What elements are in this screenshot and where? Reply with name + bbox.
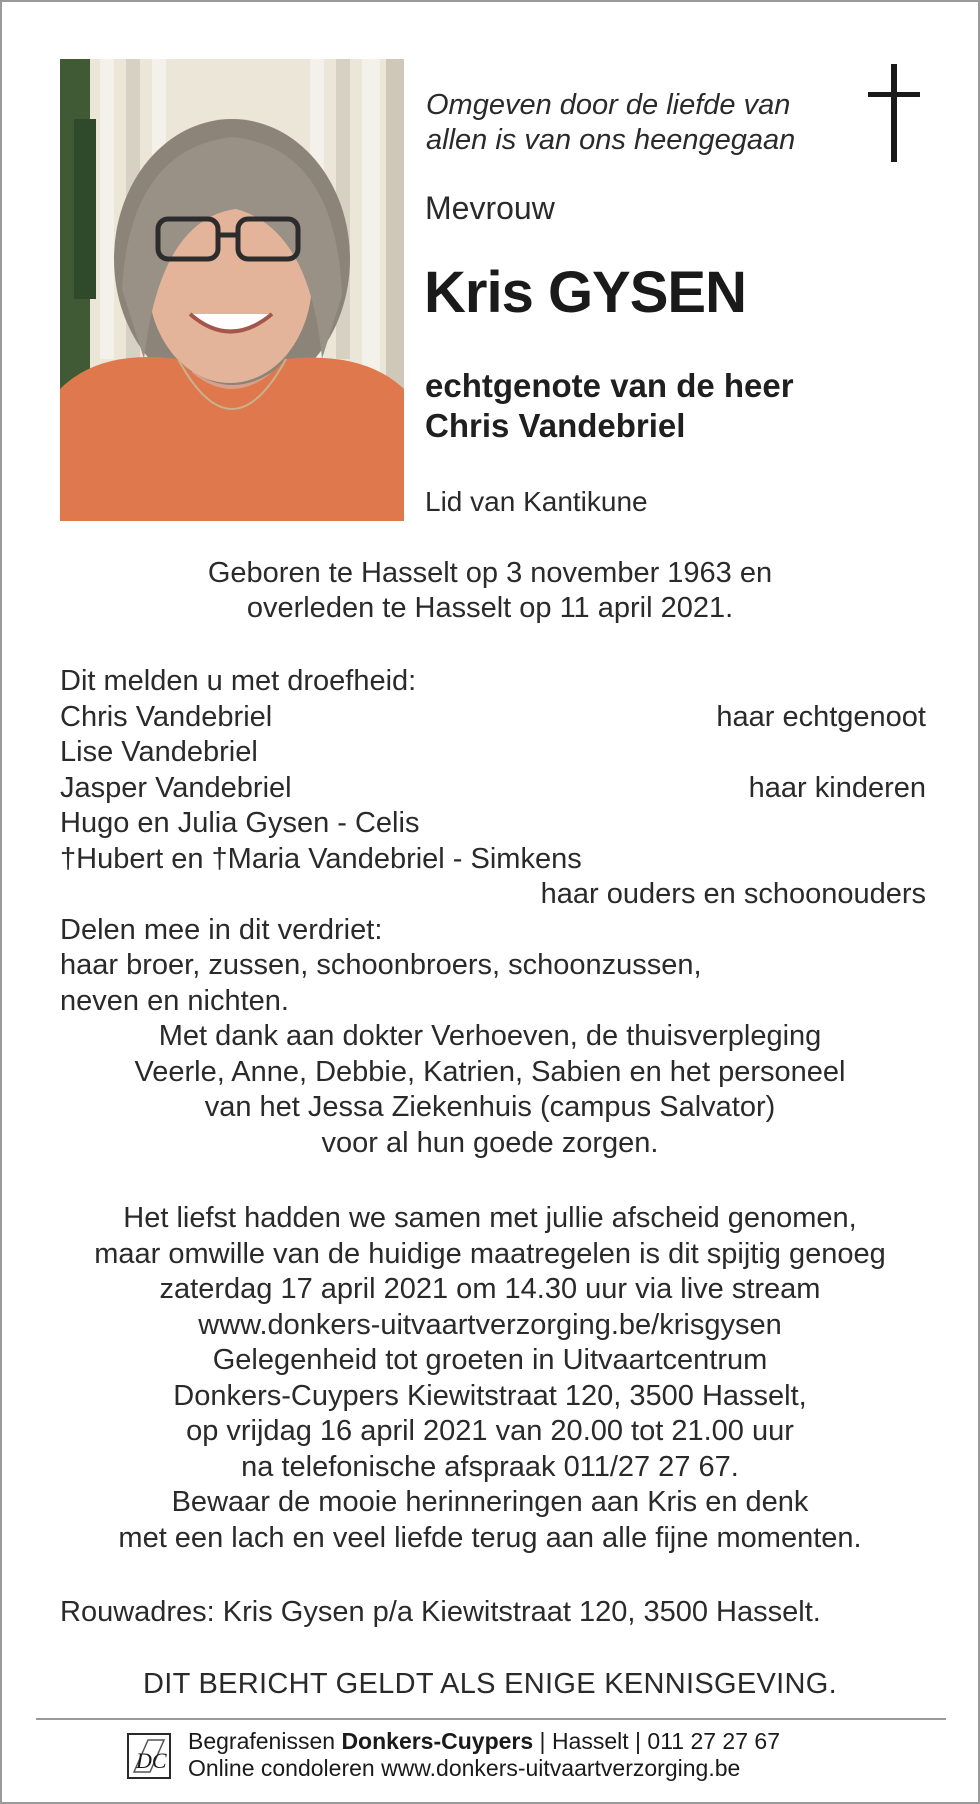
family-row bbox=[60, 913, 926, 949]
deceased-name: Kris GYSEN bbox=[424, 260, 746, 325]
company-name: Donkers-Cuypers bbox=[341, 1728, 534, 1754]
funeral-home-line: Begrafenissen Donkers-Cuypers | Hasselt | 011 27 27 67 bbox=[188, 1728, 780, 1754]
footer bbox=[126, 1728, 946, 1786]
spouse-line: echtgenote van de heer bbox=[425, 367, 794, 404]
thanks-line: van het Jessa Ziekenhuis (campus Salvator) bbox=[204, 1091, 776, 1123]
family-row bbox=[60, 877, 926, 913]
livestream-link[interactable]: www.donkers-uitvaartverzorging.be/krisgysen bbox=[198, 1308, 782, 1341]
family-member: Lise Vandebriel bbox=[60, 736, 258, 768]
intro-line: Omgeven door de liefde van bbox=[426, 89, 791, 121]
death-line: overleden te Hasselt op 11 april 2021. bbox=[246, 592, 734, 624]
spouse-info bbox=[425, 366, 794, 446]
family-row bbox=[60, 771, 926, 807]
honorific: Mevrouw bbox=[425, 190, 555, 226]
spouse-name: Chris Vandebriel bbox=[425, 407, 686, 444]
family-relation: haar ouders en schoonouders bbox=[540, 878, 926, 910]
intro-line: allen is van ons heengegaan bbox=[426, 124, 796, 156]
farewell-line: na telefonische afspraak 011/27 27 67. bbox=[241, 1450, 739, 1483]
farewell-line: op vrijdag 16 april 2021 van 20.00 tot 21.00 uur bbox=[186, 1415, 794, 1447]
svg-text:DC: DC bbox=[136, 1748, 167, 1773]
intro-text bbox=[426, 88, 846, 158]
family-row bbox=[60, 806, 926, 842]
family-member: Hugo en Julia Gysen - Celis bbox=[60, 807, 420, 839]
family-relation: haar echtgenoot bbox=[716, 700, 926, 733]
company-city: Hasselt bbox=[551, 1728, 629, 1754]
thanks-line: Veerle, Anne, Debbie, Katrien, Sabien en het personeel bbox=[134, 1055, 846, 1088]
footer-text bbox=[188, 1728, 780, 1782]
farewell-line: zaterdag 17 april 2021 om 14.30 uur via live stream bbox=[159, 1273, 821, 1305]
membership: Lid van Kantikune bbox=[425, 486, 648, 517]
family-member: Chris Vandebriel bbox=[60, 700, 273, 733]
family-row bbox=[60, 700, 926, 736]
family-member: haar broer, zussen, schoonbroers, schoonzussen, bbox=[60, 949, 702, 981]
birth-death-dates bbox=[2, 556, 978, 626]
farewell-line: met een lach en veel liefde terug aan alle fijne momenten. bbox=[118, 1521, 862, 1554]
birth-line: Geboren te Hasselt op 3 november 1963 en bbox=[207, 557, 773, 589]
family-row bbox=[60, 842, 926, 878]
notice-text: DIT BERICHT GELDT ALS ENIGE KENNISGEVING. bbox=[143, 1668, 837, 1700]
portrait-photo bbox=[60, 59, 404, 521]
farewell-line: Het liefst hadden we samen met jullie afscheid genomen, bbox=[123, 1202, 857, 1234]
farewell-line: Donkers-Cuypers Kiewitstraat 120, 3500 Hasselt, bbox=[173, 1379, 807, 1412]
family-row bbox=[60, 735, 926, 771]
mourning-address: Rouwadres: Kris Gysen p/a Kiewitstraat 120, 3500 Hasselt. bbox=[60, 1596, 821, 1628]
farewell-section bbox=[2, 1201, 978, 1556]
cross-icon bbox=[866, 64, 922, 162]
family-member: Jasper Vandebriel bbox=[60, 771, 292, 804]
announcement-heading: Dit melden u met droefheid: bbox=[60, 665, 417, 697]
farewell-line: Bewaar de mooie herinneringen aan Kris en denk bbox=[171, 1486, 809, 1518]
family-member: neven en nichten. bbox=[60, 984, 289, 1017]
family-relation: haar kinderen bbox=[748, 771, 926, 804]
family-row bbox=[60, 948, 926, 984]
family-member: Delen mee in dit verdriet: bbox=[60, 913, 383, 946]
thanks-section bbox=[2, 1019, 978, 1161]
farewell-line: Gelegenheid tot groeten in Uitvaartcentrum bbox=[212, 1344, 768, 1376]
family-row bbox=[60, 984, 926, 1020]
thanks-line: Met dank aan dokter Verhoeven, de thuisverpleging bbox=[158, 1020, 822, 1052]
thanks-line: voor al hun goede zorgen. bbox=[321, 1126, 659, 1159]
funeral-home-logo-icon bbox=[126, 1732, 172, 1780]
family-announcement bbox=[60, 664, 926, 1019]
family-member: †Hubert en †Maria Vandebriel - Simkens bbox=[60, 842, 582, 875]
farewell-line: maar omwille van de huidige maatregelen is dit spijtig genoeg bbox=[94, 1237, 886, 1270]
company-phone: 011 27 27 67 bbox=[647, 1728, 780, 1754]
condolence-link[interactable]: Online condoleren www.donkers-uitvaartverzorging.be bbox=[188, 1755, 741, 1781]
divider bbox=[36, 1718, 946, 1720]
